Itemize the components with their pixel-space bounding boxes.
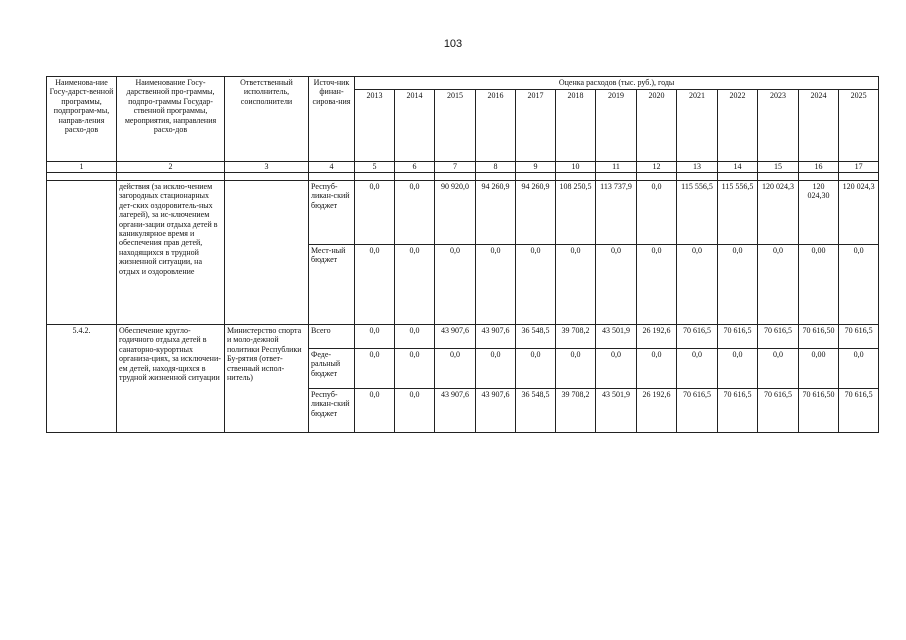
spacer-row — [47, 173, 879, 181]
header-expense-estimate: Оценка расходов (тыс. руб.), годы — [355, 77, 879, 90]
value-cell: 94 260,9 — [476, 181, 516, 245]
spacer-cell — [839, 173, 879, 181]
value-cell: 0,0 — [839, 349, 879, 389]
value-cell: 0,0 — [355, 181, 395, 245]
value-cell: 0,00 — [799, 245, 839, 325]
column-number: 7 — [435, 162, 476, 173]
value-cell: 0,0 — [516, 245, 556, 325]
value-cell: 70 616,5 — [718, 325, 758, 349]
value-cell: 0,0 — [758, 349, 799, 389]
column-number: 1 — [47, 162, 117, 173]
column-number: 11 — [596, 162, 637, 173]
spacer-cell — [476, 173, 516, 181]
value-cell: 0,0 — [596, 349, 637, 389]
year-cell: 2025 — [839, 90, 879, 162]
value-cell: 39 708,2 — [556, 389, 596, 433]
value-cell: 70 616,5 — [718, 389, 758, 433]
column-number: 14 — [718, 162, 758, 173]
value-cell: 70 616,50 — [799, 325, 839, 349]
activity-name-cell: действия (за исклю-чением загородных стационарных дет-ских оздоровитель-ных лагерей), за ис-ключением органи-зации отдыха детей в каникулярное время и обеспечения прав детей, находящихся в трудной жизненной ситуации, на отдых и оздоровление — [117, 181, 225, 325]
value-cell: 0,0 — [355, 389, 395, 433]
funding-source-cell: Феде-ральный бюджет — [309, 349, 355, 389]
year-cell: 2020 — [637, 90, 677, 162]
spacer-cell — [799, 173, 839, 181]
column-number: 3 — [225, 162, 309, 173]
column-number: 17 — [839, 162, 879, 173]
value-cell: 0,0 — [637, 181, 677, 245]
value-cell: 0,0 — [476, 245, 516, 325]
value-cell: 43 907,6 — [476, 389, 516, 433]
value-cell: 43 501,9 — [596, 389, 637, 433]
value-cell: 0,0 — [476, 349, 516, 389]
year-cell: 2024 — [799, 90, 839, 162]
value-cell: 26 192,6 — [637, 325, 677, 349]
value-cell: 94 260,9 — [516, 181, 556, 245]
value-cell: 115 556,5 — [677, 181, 718, 245]
value-cell: 120 024,30 — [799, 181, 839, 245]
year-cell: 2018 — [556, 90, 596, 162]
spacer-cell — [117, 173, 225, 181]
spacer-cell — [637, 173, 677, 181]
value-cell: 115 556,5 — [718, 181, 758, 245]
funding-source-cell: Респуб-ликан-ский бюджет — [309, 389, 355, 433]
value-cell: 36 548,5 — [516, 389, 556, 433]
value-cell: 0,0 — [637, 349, 677, 389]
year-cell: 2013 — [355, 90, 395, 162]
spacer-cell — [718, 173, 758, 181]
value-cell: 70 616,5 — [758, 389, 799, 433]
value-cell: 70 616,5 — [677, 389, 718, 433]
column-number: 16 — [799, 162, 839, 173]
value-cell: 0,0 — [395, 349, 435, 389]
expenses-table — [46, 76, 879, 433]
value-cell: 0,0 — [395, 245, 435, 325]
value-cell: 113 737,9 — [596, 181, 637, 245]
spacer-cell — [516, 173, 556, 181]
spacer-cell — [47, 173, 117, 181]
value-cell: 43 501,9 — [596, 325, 637, 349]
value-cell: 0,0 — [395, 181, 435, 245]
value-cell: 0,0 — [355, 349, 395, 389]
year-cell: 2017 — [516, 90, 556, 162]
column-number: 10 — [556, 162, 596, 173]
value-cell: 0,0 — [435, 245, 476, 325]
responsible-cell — [225, 181, 309, 325]
year-cell: 2022 — [718, 90, 758, 162]
value-cell: 0,0 — [718, 349, 758, 389]
column-number: 8 — [476, 162, 516, 173]
program-cell: 5.4.2. — [47, 325, 117, 433]
value-cell: 120 024,3 — [758, 181, 799, 245]
year-cell: 2023 — [758, 90, 799, 162]
value-cell: 70 616,5 — [677, 325, 718, 349]
value-cell: 36 548,5 — [516, 325, 556, 349]
column-number: 13 — [677, 162, 718, 173]
header-row — [47, 77, 879, 90]
value-cell: 120 024,3 — [839, 181, 879, 245]
value-cell: 0,0 — [718, 245, 758, 325]
responsible-cell: Министерство спорта и моло-дежной политики Республики Бу-рятия (ответ-ственный испол-нитель) — [225, 325, 309, 433]
year-cell: 2019 — [596, 90, 637, 162]
column-numbers-row — [47, 162, 879, 173]
year-cell: 2016 — [476, 90, 516, 162]
value-cell: 0,0 — [596, 245, 637, 325]
column-number: 5 — [355, 162, 395, 173]
value-cell: 0,0 — [556, 245, 596, 325]
spacer-cell — [355, 173, 395, 181]
spacer-cell — [309, 173, 355, 181]
value-cell: 70 616,5 — [839, 389, 879, 433]
header-program-name: Наименова-ние Госу-дарст-венной программы, подпрограм-мы, направ-ления расхо-дов — [47, 77, 117, 162]
value-cell: 0,0 — [839, 245, 879, 325]
value-cell: 39 708,2 — [556, 325, 596, 349]
value-cell: 0,0 — [516, 349, 556, 389]
value-cell: 70 616,5 — [758, 325, 799, 349]
value-cell: 0,0 — [677, 245, 718, 325]
value-cell: 0,0 — [395, 389, 435, 433]
table-row — [47, 181, 879, 245]
year-cell: 2014 — [395, 90, 435, 162]
program-cell — [47, 181, 117, 325]
page-number: 103 — [443, 38, 463, 50]
spacer-cell — [556, 173, 596, 181]
value-cell: 0,0 — [355, 245, 395, 325]
spacer-cell — [395, 173, 435, 181]
column-number: 15 — [758, 162, 799, 173]
value-cell: 70 616,5 — [839, 325, 879, 349]
value-cell: 0,0 — [395, 325, 435, 349]
spacer-cell — [225, 173, 309, 181]
value-cell: 0,00 — [799, 349, 839, 389]
value-cell: 0,0 — [758, 245, 799, 325]
value-cell: 70 616,50 — [799, 389, 839, 433]
column-number: 12 — [637, 162, 677, 173]
value-cell: 0,0 — [355, 325, 395, 349]
funding-source-cell: Мест-ный бюджет — [309, 245, 355, 325]
spacer-cell — [758, 173, 799, 181]
column-number: 6 — [395, 162, 435, 173]
value-cell: 26 192,6 — [637, 389, 677, 433]
funding-source-cell: Всего — [309, 325, 355, 349]
year-cell: 2015 — [435, 90, 476, 162]
table-row — [47, 325, 879, 349]
spacer-cell — [677, 173, 718, 181]
value-cell: 43 907,6 — [435, 325, 476, 349]
value-cell: 0,0 — [556, 349, 596, 389]
header-activity-name: Наименование Госу-дарственной про-граммы, подпро-граммы Государ-ственной программы, мероприятия, направления расхо-дов — [117, 77, 225, 162]
header-responsible: Ответственный исполнитель, соисполнители — [225, 77, 309, 162]
value-cell: 43 907,6 — [435, 389, 476, 433]
value-cell: 43 907,6 — [476, 325, 516, 349]
column-number: 4 — [309, 162, 355, 173]
value-cell: 0,0 — [435, 349, 476, 389]
year-cell: 2021 — [677, 90, 718, 162]
spacer-cell — [596, 173, 637, 181]
funding-source-cell: Респуб-ликан-ский бюджет — [309, 181, 355, 245]
activity-name-cell: Обеспечение кругло-годичного отдыха детей в санаторно-курортных организа-циях, за исключени-ем детей, находя-щихся в трудной жизненной ситуации — [117, 325, 225, 433]
header-funding-source: Источ-ник финан-сирова-ния — [309, 77, 355, 162]
value-cell: 0,0 — [637, 245, 677, 325]
value-cell: 108 250,5 — [556, 181, 596, 245]
spacer-cell — [435, 173, 476, 181]
value-cell: 90 920,0 — [435, 181, 476, 245]
value-cell: 0,0 — [677, 349, 718, 389]
column-number: 9 — [516, 162, 556, 173]
column-number: 2 — [117, 162, 225, 173]
